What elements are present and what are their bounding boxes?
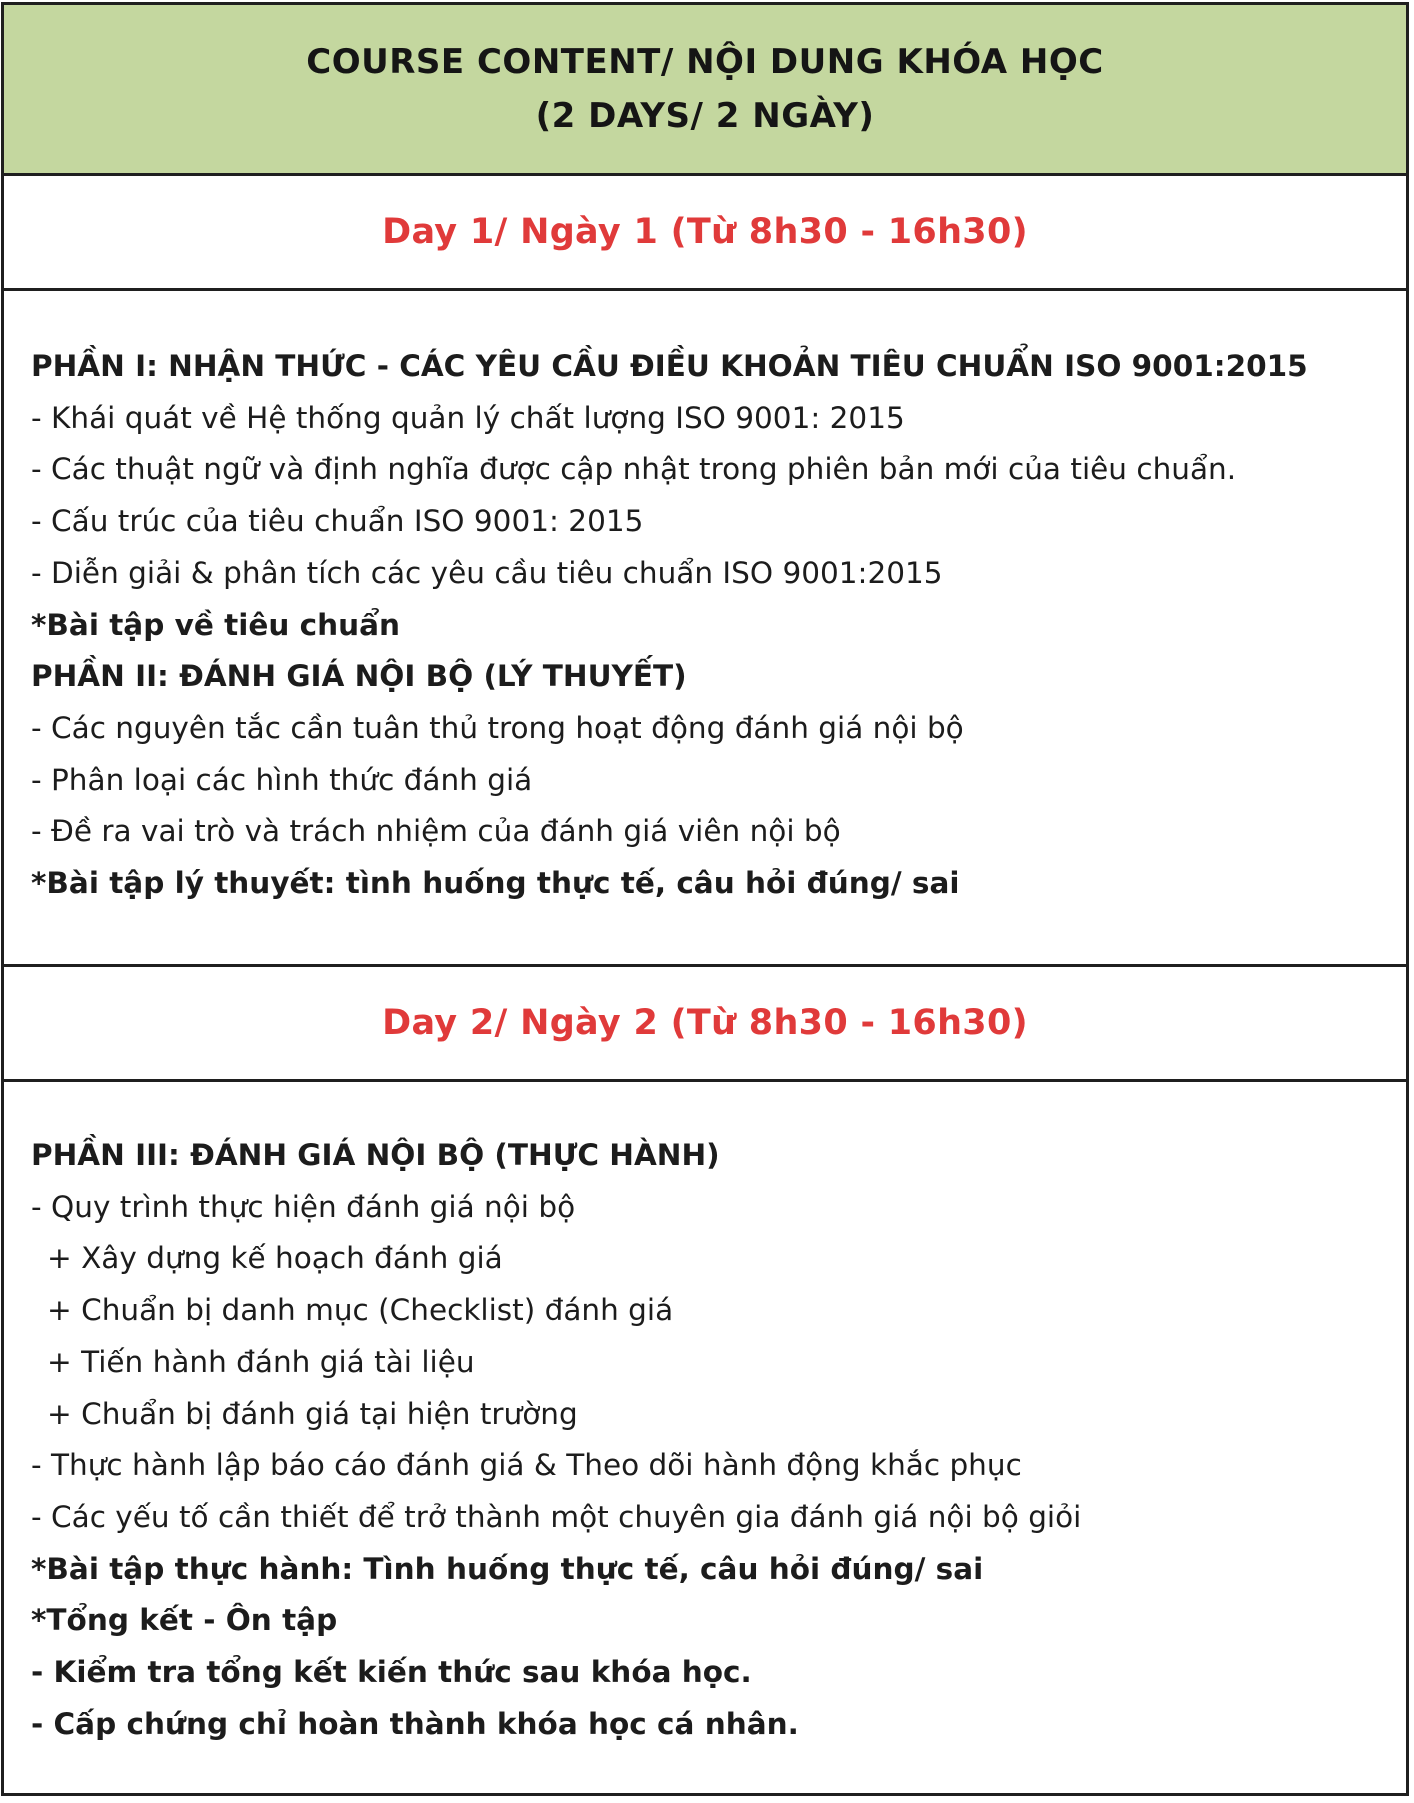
exercise-note: *Bài tập thực hành: Tình huống thực tế, câu hỏi đúng/ sai bbox=[31, 1551, 984, 1586]
table-header bbox=[4, 5, 1406, 176]
header-title: COURSE CONTENT/ NỘI DUNG KHÓA HỌC bbox=[306, 42, 1104, 82]
day2-title: Day 2/ Ngày 2 (Từ 8h30 - 16h30) bbox=[382, 1003, 1028, 1043]
list-item: - Cấu trúc của tiêu chuẩn ISO 9001: 2015 bbox=[31, 504, 644, 539]
list-item: - Các thuật ngữ và định nghĩa được cập nhật trong phiên bản mới của tiêu chuẩn. bbox=[31, 452, 1237, 487]
day1-header bbox=[4, 176, 1406, 291]
section-heading: PHẦN III: ĐÁNH GIÁ NỘI BỘ (THỰC HÀNH) bbox=[31, 1138, 720, 1172]
list-item: - Thực hành lập báo cáo đánh giá & Theo dõi hành động khắc phục bbox=[31, 1448, 1022, 1483]
sub-list-item: + Tiến hành đánh giá tài liệu bbox=[47, 1344, 475, 1379]
sub-list-item: + Xây dựng kế hoạch đánh giá bbox=[47, 1241, 503, 1276]
day1-content bbox=[4, 291, 1406, 967]
section-heading: PHẦN II: ĐÁNH GIÁ NỘI BỘ (LÝ THUYẾT) bbox=[31, 659, 687, 694]
list-item: - Khái quát về Hệ thống quản lý chất lượng ISO 9001: 2015 bbox=[31, 400, 905, 435]
list-item: - Diễn giải & phân tích các yêu cầu tiêu chuẩn ISO 9001:2015 bbox=[31, 555, 943, 590]
list-item: - Phân loại các hình thức đánh giá bbox=[31, 762, 533, 797]
day2-content bbox=[4, 1082, 1406, 1801]
day1-title: Day 1/ Ngày 1 (Từ 8h30 - 16h30) bbox=[382, 212, 1028, 252]
sub-list-item: + Chuẩn bị đánh giá tại hiện trường bbox=[47, 1396, 578, 1431]
list-item: - Các yếu tố cần thiết để trở thành một chuyên gia đánh giá nội bộ giỏi bbox=[31, 1499, 1082, 1534]
list-item: - Cấp chứng chỉ hoàn thành khóa học cá nhân. bbox=[31, 1706, 799, 1741]
list-item: - Quy trình thực hiện đánh giá nội bộ bbox=[31, 1189, 576, 1224]
exercise-note: *Bài tập lý thuyết: tình huống thực tế, câu hỏi đúng/ sai bbox=[31, 866, 960, 901]
section-heading: PHẦN I: NHẬN THỨC - CÁC YÊU CẦU ĐIỀU KHOẢN TIÊU CHUẨN ISO 9001:2015 bbox=[31, 349, 1308, 383]
course-content-table bbox=[1, 2, 1409, 1796]
header-duration: (2 DAYS/ 2 NGÀY) bbox=[535, 96, 875, 136]
sub-list-item: + Chuẩn bị danh mục (Checklist) đánh giá bbox=[47, 1293, 674, 1328]
list-item: - Đề ra vai trò và trách nhiệm của đánh giá viên nội bộ bbox=[31, 814, 841, 849]
summary-note: *Tổng kết - Ôn tập bbox=[31, 1603, 338, 1638]
exercise-note: *Bài tập về tiêu chuẩn bbox=[31, 607, 400, 642]
day2-header bbox=[4, 967, 1406, 1082]
list-item: - Kiểm tra tổng kết kiến thức sau khóa học. bbox=[31, 1655, 752, 1690]
list-item: - Các nguyên tắc cần tuân thủ trong hoạt động đánh giá nội bộ bbox=[31, 710, 964, 745]
